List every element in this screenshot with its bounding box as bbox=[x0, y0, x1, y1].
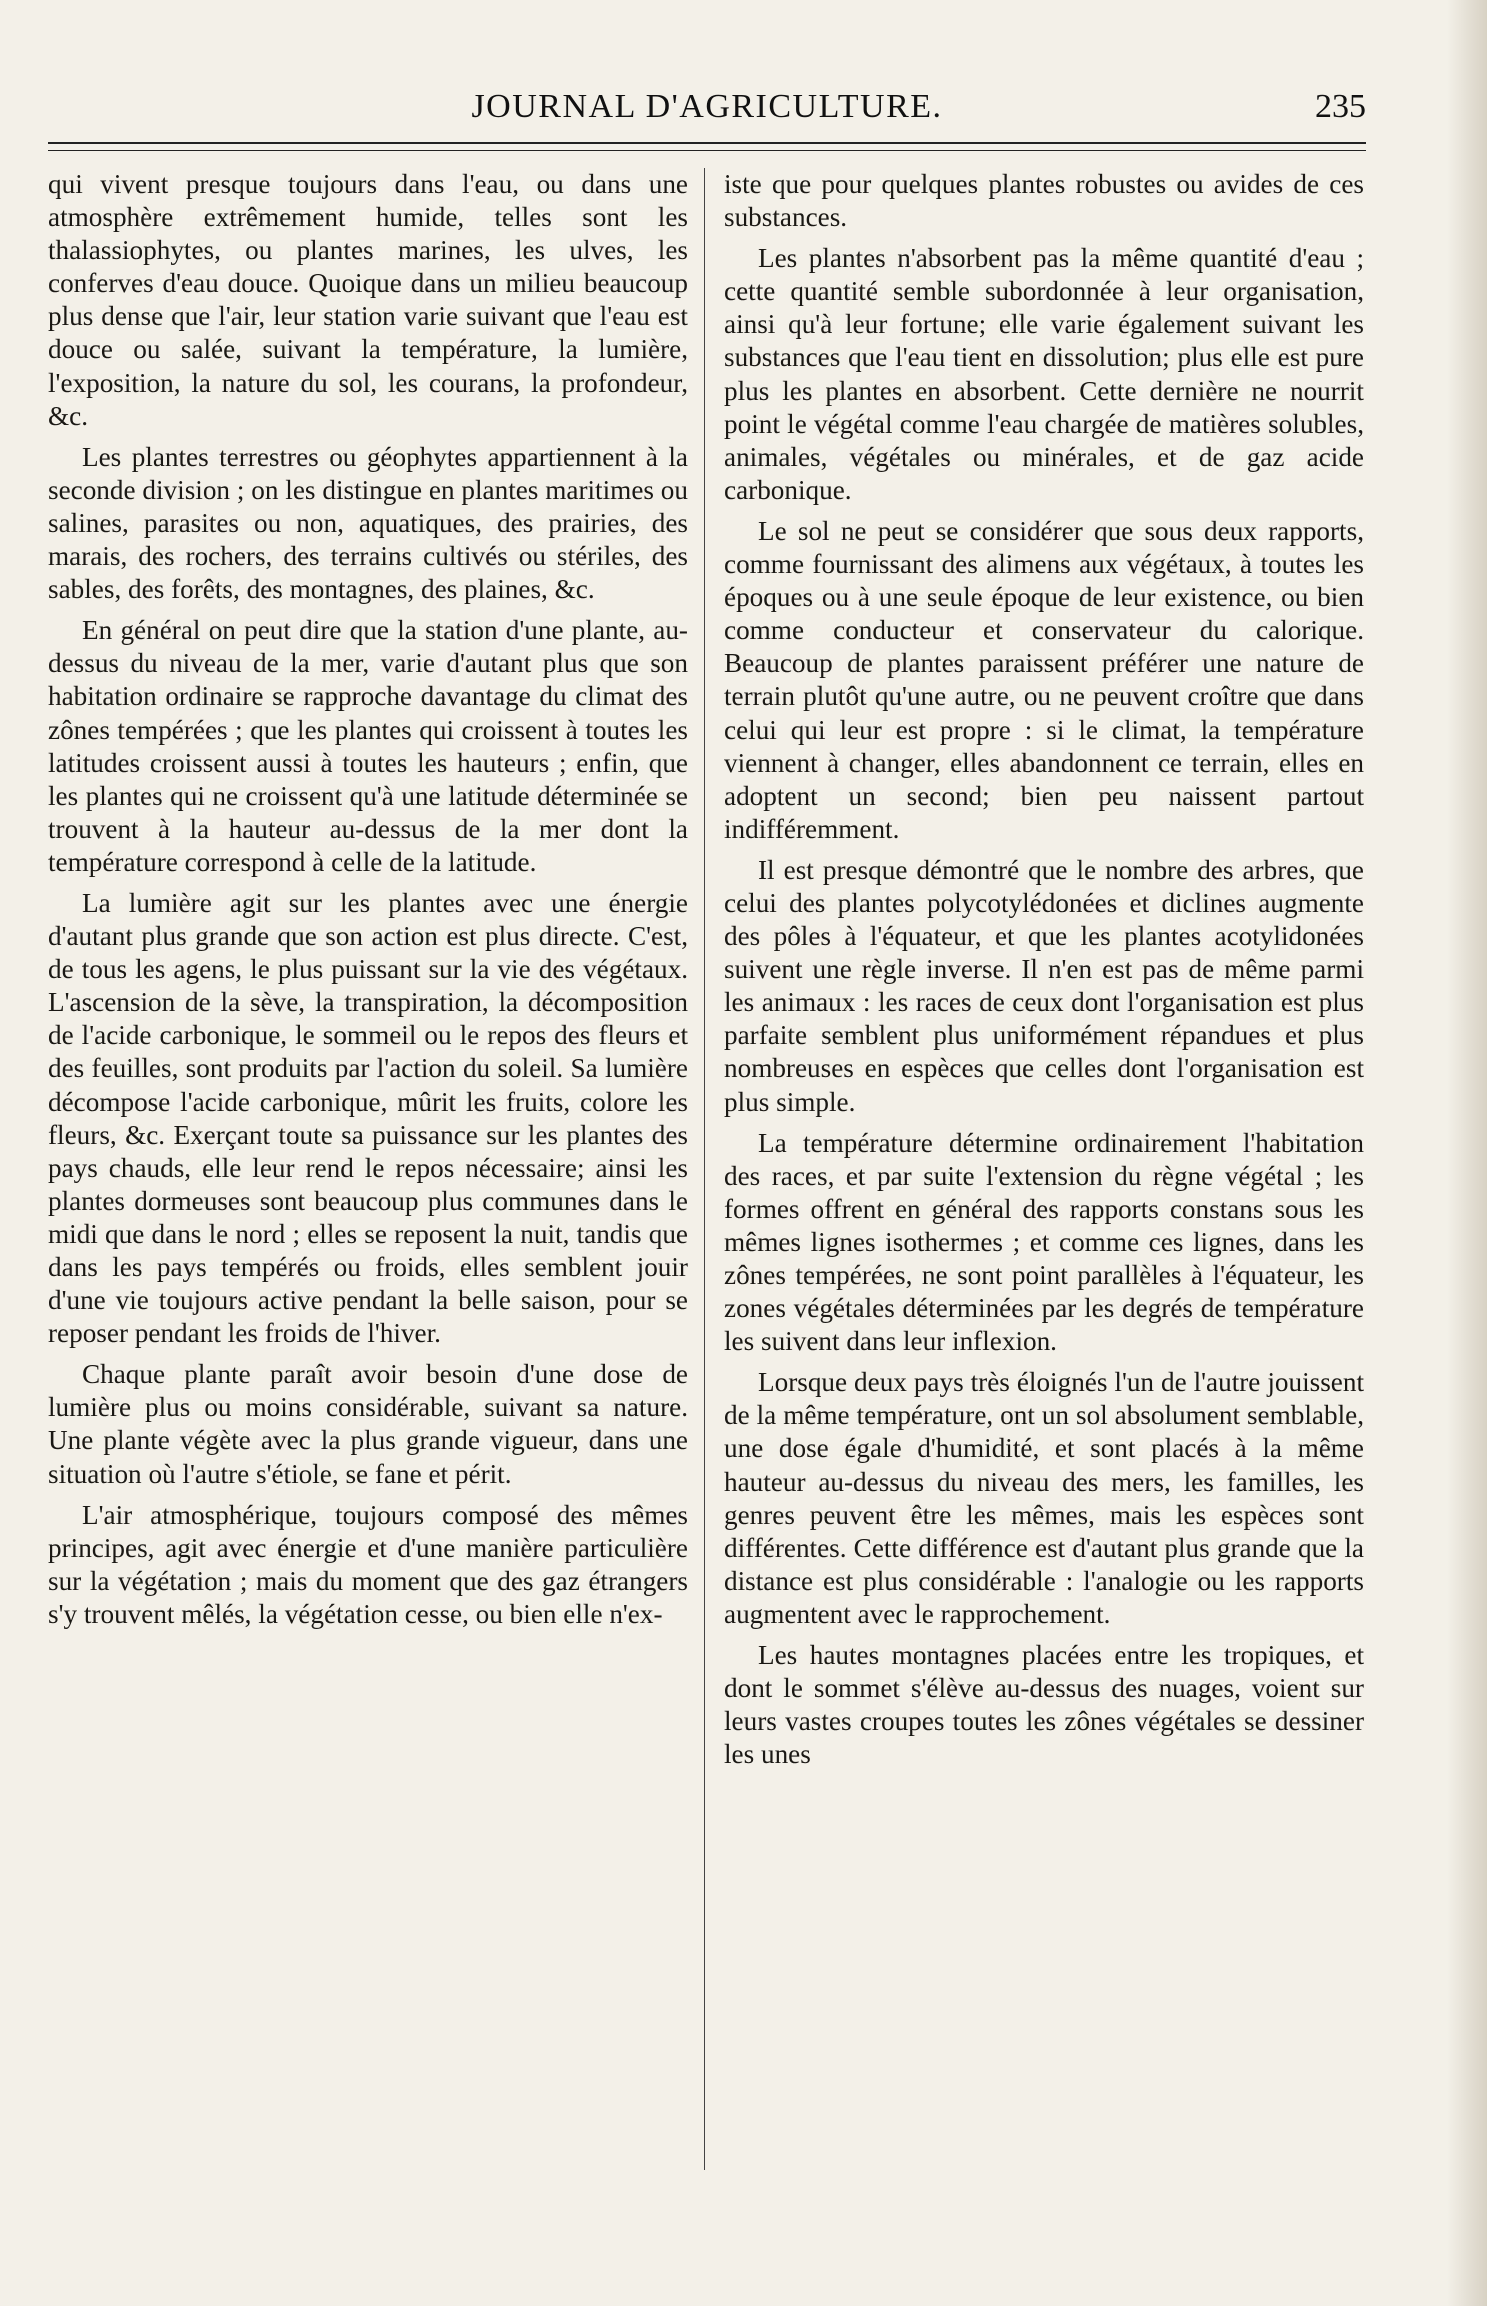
paragraph: Il est presque démontré que le nombre des arbres, que celui des plantes polycotylédonées et diclines augmente des pôles à l'équateur, et que les plantes acotylidonées suivent une règle inverse. Il n'en est pas de même parmi les animaux : les races de ceux dont l'organisation est plus parfaite semblent plus uniformément répandues et plus nombreuses en espèces que celles dont l'organisation est plus simple. bbox=[724, 854, 1364, 1117]
page-edge-shadow bbox=[1447, 0, 1487, 2306]
running-title: JOURNAL D'AGRICULTURE. bbox=[471, 88, 943, 125]
header-rule-thin bbox=[48, 150, 1366, 151]
page-number: 235 bbox=[1315, 88, 1366, 125]
paragraph: Chaque plante paraît avoir besoin d'une dose de lumière plus ou moins considérable, suivant sa nature. Une plante végète avec la plus grande vigueur, dans une situation où l'autre s'étiole, se fane et périt. bbox=[48, 1359, 688, 1489]
paragraph: qui vivent presque toujours dans l'eau, ou dans une atmosphère extrêmement humide, telles sont les thalassiophytes, ou plantes marines, les ulves, les conferves d'eau douce. Quoique dans un milieu beaucoup plus dense que l'air, leur station varie suivant que l'eau est douce ou salée, suivant la température, la lumière, l'exposition, la nature du sol, les courans, la profondeur, &c. bbox=[48, 169, 688, 431]
paragraph: La température détermine ordinairement l'habitation des races, et par suite l'extension du règne végétal ; les formes offrent en général des rapports constans sous les mêmes lignes isothermes ; et comme ces lignes, dans les zônes tempérées, ne sont point parallèles à l'équateur, les zones végétales déterminées par les degrés de température les suivent dans leur inflexion. bbox=[724, 1127, 1364, 1357]
paragraph: En général on peut dire que la station d'une plante, au-dessus du niveau de la mer, varie d'autant plus que son habitation ordinaire se rapproche davantage du climat des zônes tempérées ; que les plantes qui croissent à toutes les latitudes croissent aussi à toutes les hauteurs ; enfin, que les plantes qui ne croissent qu'à une latitude déterminée se trouvent à la hauteur au-dessus de la mer dont la température correspond à celle de la latitude. bbox=[48, 615, 688, 877]
paragraph: Les hautes montagnes placées entre les tropiques, et dont le sommet s'élève au-dessus des nuages, voient sur leurs vastes croupes toutes les zônes végétales se dessiner les unes bbox=[724, 1640, 1364, 1770]
paragraph: Lorsque deux pays très éloignés l'un de l'autre jouissent de la même température, ont un sol absolument semblable, une dose égale d'humidité, et sont placés à la même hauteur au-dessus du niveau des mers, les familles, les genres peuvent être les mêmes, mais les espèces sont différentes. Cette différence est d'autant plus grande que la distance est plus considérable : l'analogie ou les rapports augmentent avec le rapprochement. bbox=[724, 1367, 1364, 1629]
header-rule-thick bbox=[48, 142, 1366, 144]
paragraph: Les plantes terrestres ou géophytes appartiennent à la seconde division ; on les distingue en plantes maritimes ou salines, parasites ou non, aquatiques, des prairies, des marais, des rochers, des terrains cultivés ou stériles, des sables, des forêts, des montagnes, des plaines, &c. bbox=[48, 441, 688, 605]
paragraph: Les plantes n'absorbent pas la même quantité d'eau ; cette quantité semble subordonnée à leur organisation, ainsi qu'à leur fortune; elle varie également suivant les substances que l'eau tient en dissolution; plus elle est pure plus les plantes en absorbent. Cette dernière ne nourrit point le végétal comme l'eau chargée de matières solubles, animales, végétales ou minérales, et de gaz acide carbonique. bbox=[724, 243, 1364, 505]
left-column bbox=[48, 168, 688, 2178]
column-divider bbox=[704, 168, 705, 2170]
paragraph: iste que pour quelques plantes robustes ou avides de ces substances. bbox=[724, 169, 1364, 233]
paragraph: L'air atmosphérique, toujours composé des mêmes principes, agit avec énergie et d'une manière particulière sur la végétation ; mais du moment que des gaz étrangers s'y trouvent mêlés, la végétation cesse, ou bien elle n'ex- bbox=[48, 1499, 688, 1629]
paragraph: Le sol ne peut se considérer que sous deux rapports, comme fournissant des alimens aux végétaux, à toutes les époques ou à une seule époque de leur existence, ou bien comme conducteur et conservateur du calorique. Beaucoup de plantes paraissent préférer une nature de terrain plutôt qu'une autre, ou ne peuvent croître que dans celui qui leur est propre : si le climat, la température viennent à changer, elles abandonnent ce terrain, elles en adoptent un second; bien peu naissent partout indifféremment. bbox=[724, 515, 1364, 844]
running-header bbox=[48, 88, 1366, 138]
paragraph: La lumière agit sur les plantes avec une énergie d'autant plus grande que son action est plus directe. C'est, de tous les agens, le plus puissant sur la vie des végétaux. L'ascension de la sève, la transpiration, la décomposition de l'acide carbonique, le sommeil ou le repos des fleurs et des feuilles, sont produits par l'action du soleil. Sa lumière décompose l'acide carbonique, mûrit les fruits, colore les fleurs, &c. Exerçant toute sa puissance sur les plantes des pays chauds, elle leur rend le repos nécessaire; ainsi les plantes dormeuses sont beaucoup plus communes dans le midi que dans le nord ; elles se reposent la nuit, tandis que dans les pays tempérés ou froids, elles semblent jouir d'une vie toujours active pendant la belle saison, pour se reposer pendant les froids de l'hiver. bbox=[48, 887, 688, 1349]
right-column bbox=[724, 168, 1364, 2178]
